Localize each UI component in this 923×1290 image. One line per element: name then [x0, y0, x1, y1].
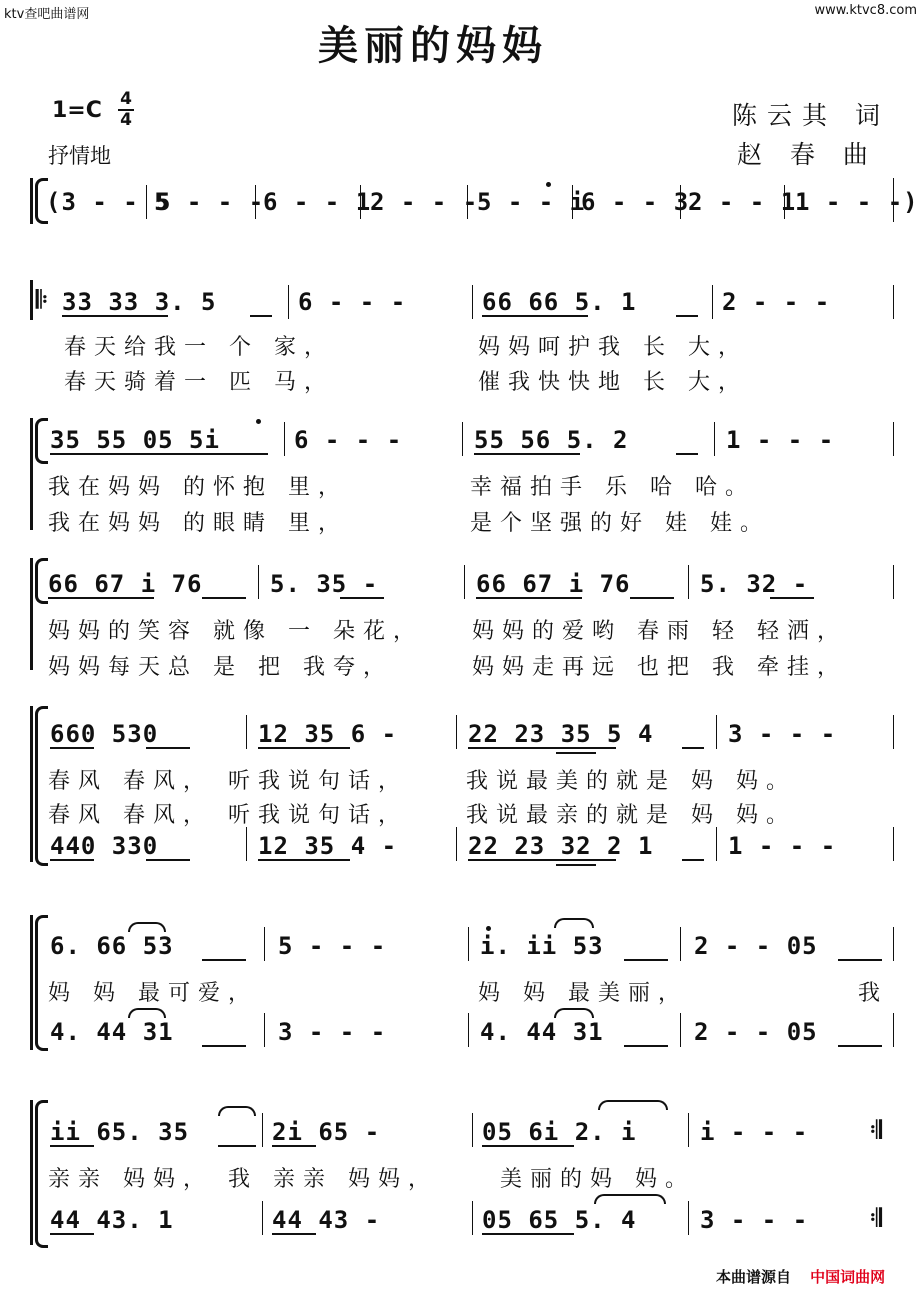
- eighth-underline: [146, 859, 190, 861]
- system-bracket: [35, 915, 48, 1051]
- barline: [464, 565, 465, 599]
- barline: [288, 285, 289, 319]
- eighth-underline: [468, 747, 616, 749]
- barline: [468, 927, 469, 961]
- eighth-underline: [50, 859, 94, 861]
- barline: [680, 927, 681, 961]
- song-title: 美丽的妈妈: [318, 22, 548, 69]
- barline: [246, 827, 247, 861]
- system-bar: [30, 418, 33, 530]
- barline: [472, 1201, 473, 1235]
- eighth-underline: [50, 1145, 94, 1147]
- system-bracket: [35, 558, 48, 604]
- tie: [554, 1008, 594, 1018]
- measure: 6 - - -: [294, 426, 403, 454]
- system-bar: [30, 280, 33, 320]
- measure: 22 23 32 2 1: [468, 832, 654, 860]
- lyric-line: 催我快快地 长 大，: [478, 370, 748, 395]
- eighth-underline: [202, 1045, 246, 1047]
- system-bar: [30, 706, 33, 862]
- eighth-underline: [482, 315, 588, 317]
- lyric-line: 春风 春风， 听我说句话，: [48, 769, 408, 794]
- measure: 6 - - -: [298, 288, 407, 316]
- measure: i. ii 53: [480, 932, 604, 960]
- measure: 5. 35 -: [270, 570, 379, 598]
- barline: [572, 185, 573, 219]
- lyric-line: 我说最亲的就是 妈 妈。: [466, 803, 796, 828]
- lyric-line: 我: [858, 981, 889, 1006]
- measure: 2 - - 05: [694, 1018, 818, 1046]
- barline: [262, 1201, 263, 1235]
- eighth-underline: [202, 597, 246, 599]
- eighth-underline: [676, 453, 698, 455]
- measure: 2i 65 -: [272, 1118, 381, 1146]
- eighth-underline: [272, 1145, 316, 1147]
- measure: 1 - - -: [726, 426, 835, 454]
- eighth-underline: [272, 1233, 316, 1235]
- eighth-underline: [258, 859, 350, 861]
- measure: 35 55 05 5i: [50, 426, 220, 454]
- barline: [712, 285, 713, 319]
- barline: [893, 927, 894, 961]
- barline: [680, 185, 681, 219]
- tie: [128, 1008, 166, 1018]
- measure: 5 - - -: [278, 932, 387, 960]
- barline: [688, 1113, 689, 1147]
- measure: 3 - - -: [728, 720, 837, 748]
- system-bracket: [35, 706, 48, 866]
- measure: 05 6i 2. i: [482, 1118, 637, 1146]
- measure: 66 67 i 76: [476, 570, 631, 598]
- barline: [462, 422, 463, 456]
- measure: 2 - - 1: [688, 188, 797, 216]
- barline: [716, 827, 717, 861]
- lyric-line: 亲亲 妈妈， 我 亲亲 妈妈，: [48, 1167, 438, 1192]
- system-bracket: [35, 418, 48, 464]
- repeat-end: 𝄇: [870, 1204, 882, 1232]
- lyric-line: 妈妈的笑容 就像 一 朵花，: [48, 619, 423, 644]
- key-signature: 1=C: [52, 98, 102, 123]
- measure: 12 35 4 -: [258, 832, 398, 860]
- barline: [893, 285, 894, 319]
- barline: [893, 1013, 894, 1047]
- time-signature-top: 4: [120, 89, 132, 109]
- measure: 4. 44 31: [480, 1018, 604, 1046]
- lyric-line: 妈妈每天总 是 把 我夸，: [48, 655, 393, 680]
- eighth-underline: [50, 747, 94, 749]
- measure: 12 35 6 -: [258, 720, 398, 748]
- eighth-underline: [50, 453, 268, 455]
- barline: [246, 715, 247, 749]
- time-signature-bottom: 4: [120, 110, 132, 130]
- lyric-line: 妈 妈 最美丽，: [478, 981, 688, 1006]
- lyric-line: 是个坚强的好 娃 娃。: [470, 511, 770, 536]
- barline: [472, 1113, 473, 1147]
- tie: [594, 1194, 666, 1204]
- measure: 660 530: [50, 720, 159, 748]
- measure: 55 56 5. 2: [474, 426, 629, 454]
- lyric-line: 美丽的妈 妈。: [500, 1167, 695, 1192]
- watermark-right: www.ktvc8.com: [814, 3, 917, 18]
- composer-credit: 赵 春 曲: [737, 140, 878, 169]
- measure: 6. 66 53: [50, 932, 174, 960]
- repeat-end: 𝄇: [870, 1116, 882, 1144]
- lyric-line: 妈妈走再远 也把 我 牵挂，: [472, 655, 847, 680]
- system-bar: [30, 1100, 33, 1245]
- barline: [360, 185, 361, 219]
- measure: 4. 44 31: [50, 1018, 174, 1046]
- lyric-line: 春天给我一 个 家，: [64, 335, 334, 360]
- eighth-underline: [770, 597, 814, 599]
- lyric-line: 我说最美的就是 妈 妈。: [466, 769, 796, 794]
- lyric-line: 妈妈的爱哟 春雨 轻 轻洒，: [472, 619, 847, 644]
- eighth-underline: [838, 959, 882, 961]
- lyric-line: 妈妈呵护我 长 大，: [478, 335, 748, 360]
- measure: 6 - - 3: [581, 188, 690, 216]
- eighth-underline: [218, 1145, 256, 1147]
- measure: ii 65. 35: [50, 1118, 190, 1146]
- high-octave-dot: [256, 419, 261, 424]
- lyric-line: 春天骑着一 匹 马，: [64, 370, 334, 395]
- barline: [258, 565, 259, 599]
- measure: 66 66 5. 1: [482, 288, 637, 316]
- eighth-underline: [624, 959, 668, 961]
- eighth-underline: [838, 1045, 882, 1047]
- source-prefix: 本曲谱源自: [716, 1268, 792, 1286]
- eighth-underline: [48, 597, 154, 599]
- barline: [467, 185, 468, 219]
- measure: (3 - - 5: [46, 188, 170, 216]
- measure: 6 - - 1: [263, 188, 372, 216]
- system-bar: [30, 558, 33, 670]
- measure: 33 33 3. 5: [62, 288, 217, 316]
- measure: 44 43. 1: [50, 1206, 174, 1234]
- eighth-underline: [258, 747, 350, 749]
- measure: 2 - - 05: [694, 932, 818, 960]
- sixteenth-underline: [556, 752, 596, 754]
- measure: 2 - - -: [722, 288, 831, 316]
- tie: [598, 1100, 668, 1110]
- eighth-underline: [250, 315, 272, 317]
- eighth-underline: [624, 1045, 668, 1047]
- barline: [714, 422, 715, 456]
- barline: [472, 285, 473, 319]
- barline: [716, 715, 717, 749]
- measure: 66 67 i 76: [48, 570, 203, 598]
- eighth-underline: [482, 1233, 574, 1235]
- lyric-line: 我在妈妈 的怀抱 里，: [48, 475, 348, 500]
- lyric-line: 春风 春风， 听我说句话，: [48, 803, 408, 828]
- eighth-underline: [630, 597, 674, 599]
- eighth-underline: [482, 1145, 574, 1147]
- measure: 44 43 -: [272, 1206, 381, 1234]
- barline: [264, 927, 265, 961]
- expression-mark: 抒情地: [48, 144, 111, 168]
- final-barline: [893, 178, 894, 222]
- eighth-underline: [682, 747, 704, 749]
- measure: 2 - - -: [370, 188, 479, 216]
- watermark-left: ktv查吧曲谱网: [4, 7, 90, 22]
- lyric-line: 我在妈妈 的眼睛 里，: [48, 511, 348, 536]
- eighth-underline: [340, 597, 384, 599]
- measure: 3 - - -: [278, 1018, 387, 1046]
- barline: [284, 422, 285, 456]
- barline: [264, 1013, 265, 1047]
- barline: [893, 422, 894, 456]
- measure: 1 - - -): [795, 188, 919, 216]
- barline: [255, 185, 256, 219]
- barline: [456, 715, 457, 749]
- eighth-underline: [202, 959, 246, 961]
- time-signature: [118, 90, 134, 130]
- barline: [893, 565, 894, 599]
- eighth-underline: [468, 859, 616, 861]
- measure: i - - -: [700, 1118, 809, 1146]
- eighth-underline: [676, 315, 698, 317]
- eighth-underline: [474, 453, 580, 455]
- tie: [554, 918, 594, 928]
- measure: 05 65 5. 4: [482, 1206, 637, 1234]
- system-bar: [30, 915, 33, 1050]
- tie: [128, 922, 166, 932]
- measure: 3 - - -: [700, 1206, 809, 1234]
- measure: 1 - - -: [728, 832, 837, 860]
- barline: [146, 185, 147, 219]
- barline: [456, 827, 457, 861]
- system-bar: [30, 178, 33, 224]
- repeat-start: 𝄆: [36, 286, 48, 314]
- lyricist-credit: 陈云其 词: [732, 101, 890, 130]
- system-bracket: [35, 1100, 48, 1248]
- high-octave-dot: [486, 926, 491, 931]
- barline: [680, 1013, 681, 1047]
- eighth-underline: [50, 1233, 94, 1235]
- high-octave-dot: [546, 182, 551, 187]
- lyric-line: 妈 妈 最可爱，: [48, 981, 258, 1006]
- lyric-line: 幸福拍手 乐 哈 哈。: [470, 475, 755, 500]
- barline: [688, 1201, 689, 1235]
- eighth-underline: [62, 315, 168, 317]
- barline: [262, 1113, 263, 1147]
- measure: 5 - - i: [477, 188, 586, 216]
- eighth-underline: [476, 597, 582, 599]
- source-site-link[interactable]: 中国词曲网: [810, 1268, 886, 1286]
- source-credit: [716, 1266, 885, 1287]
- measure: 440 330: [50, 832, 159, 860]
- tie: [218, 1106, 256, 1116]
- barline: [688, 565, 689, 599]
- eighth-underline: [146, 747, 190, 749]
- measure: 22 23 35 5 4: [468, 720, 654, 748]
- barline: [468, 1013, 469, 1047]
- sixteenth-underline: [556, 864, 596, 866]
- measure: 5 - - -: [156, 188, 265, 216]
- barline: [784, 185, 785, 219]
- measure: 5. 32 -: [700, 570, 809, 598]
- barline: [893, 715, 894, 749]
- eighth-underline: [682, 859, 704, 861]
- barline: [893, 827, 894, 861]
